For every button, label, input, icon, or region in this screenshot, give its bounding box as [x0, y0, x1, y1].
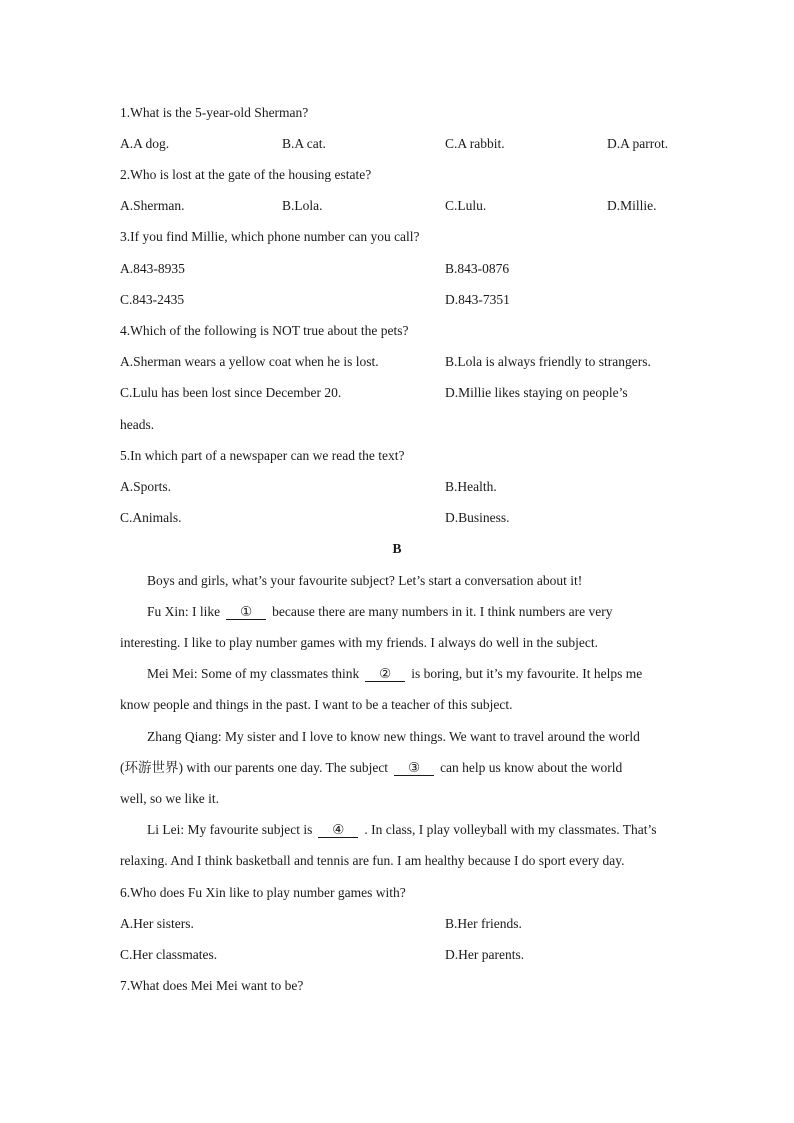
option-a: A.843-8935 [120, 261, 185, 276]
passage-text: can help us know about the world [440, 760, 623, 775]
question-stem: 5.In which part of a newspaper can we read the text? [120, 448, 405, 463]
option-a: A.A dog. [120, 136, 170, 151]
section-heading: B [392, 541, 402, 556]
option-c: C.Lulu. [445, 198, 487, 213]
option-a: A.Sherman wears a yellow coat when he is lost. [120, 354, 379, 369]
passage-text: (环游世界) with our parents one day. The subject [120, 760, 389, 775]
passage-zhang-qiang-2 [120, 759, 622, 777]
passage-text: know people and things in the past. I want to be a teacher of this subject. [120, 697, 513, 712]
passage-fu-xin [147, 603, 613, 621]
option-b: B.Lola is always friendly to strangers. [445, 354, 651, 369]
option-d: D.A parrot. [607, 136, 669, 151]
question-stem: 2.Who is lost at the gate of the housing estate? [120, 167, 372, 182]
question-stem: 6.Who does Fu Xin like to play number games with? [120, 885, 406, 900]
option-a: A.Her sisters. [120, 916, 194, 931]
passage-text: because there are many numbers in it. I think numbers are very [272, 604, 613, 619]
question-stem: 4.Which of the following is NOT true about the pets? [120, 323, 409, 338]
option-b: B.Lola. [282, 198, 323, 213]
option-c: C.Her classmates. [120, 947, 218, 962]
option-d: D.Millie likes staying on people’s [445, 385, 628, 400]
option-b: B.A cat. [282, 136, 326, 151]
passage-text: interesting. I like to play number games with my friends. I always do well in the subject. [120, 635, 599, 650]
blank-4: ④ [318, 822, 358, 838]
blank-2: ② [365, 666, 405, 682]
option-b: B.843-0876 [445, 261, 510, 276]
question-stem: 3.If you find Millie, which phone number can you call? [120, 229, 420, 244]
passage-text: relaxing. And I think basketball and tennis are fun. I am healthy because I do sport every day. [120, 853, 625, 868]
question-stem: 7.What does Mei Mei want to be? [120, 978, 304, 993]
passage-text: Fu Xin: I like [147, 604, 221, 619]
blank-3: ③ [394, 760, 434, 776]
option-b: B.Her friends. [445, 916, 522, 931]
option-c: C.A rabbit. [445, 136, 505, 151]
option-a: A.Sherman. [120, 198, 185, 213]
option-b: B.Health. [445, 479, 497, 494]
blank-1: ① [226, 604, 266, 620]
passage-text: Li Lei: My favourite subject is [147, 822, 313, 837]
passage-mei-mei [147, 665, 642, 683]
question-stem: 1.What is the 5-year-old Sherman? [120, 105, 309, 120]
option-a: A.Sports. [120, 479, 172, 494]
passage-zhang-qiang: Zhang Qiang: My sister and I love to know new things. We want to travel around the world [147, 729, 640, 744]
option-d: D.Her parents. [445, 947, 525, 962]
option-d: D.Millie. [607, 198, 657, 213]
passage-text: . In class, I play volleyball with my classmates. That’s [364, 822, 657, 837]
passage-text: Mei Mei: Some of my classmates think [147, 666, 360, 681]
option-d: D.843-7351 [445, 292, 510, 307]
passage-li-lei [147, 821, 657, 839]
passage-text: is boring, but it’s my favourite. It helps me [411, 666, 643, 681]
passage-intro: Boys and girls, what’s your favourite subject? Let’s start a conversation about it! [147, 573, 583, 588]
option-d-continuation: heads. [120, 417, 155, 432]
option-c: C.Lulu has been lost since December 20. [120, 385, 342, 400]
option-c: C.843-2435 [120, 292, 185, 307]
passage-text: well, so we like it. [120, 791, 219, 806]
option-d: D.Business. [445, 510, 510, 525]
option-c: C.Animals. [120, 510, 182, 525]
